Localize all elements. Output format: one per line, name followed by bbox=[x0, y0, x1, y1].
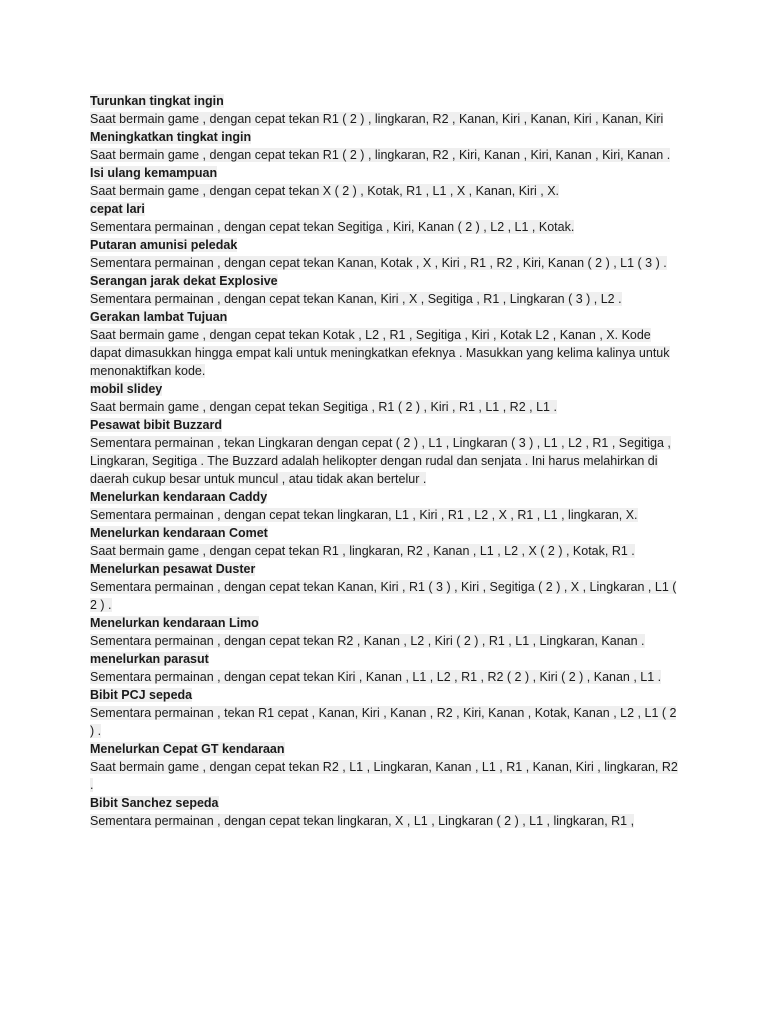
entry-description: Sementara permainan , tekan R1 cepat , Kanan, Kiri , Kanan , R2 , Kiri, Kanan , Kotak, Kanan , L2 , L1 ( 2 ) . bbox=[90, 706, 677, 738]
entry-12 bbox=[90, 560, 678, 614]
entry-title: Menelurkan kendaraan Comet bbox=[90, 526, 268, 540]
entry-4 bbox=[90, 200, 678, 236]
entry-title: Menelurkan kendaraan Caddy bbox=[90, 490, 268, 504]
entry-description: Saat bermain game , dengan cepat tekan R1 ( 2 ) , lingkaran, R2 , Kanan, Kiri , Kanan, Kiri , Kanan, Kiri bbox=[90, 112, 664, 126]
entry-title: Menelurkan pesawat Duster bbox=[90, 562, 256, 576]
entry-15 bbox=[90, 686, 678, 740]
entry-description: Sementara permainan , dengan cepat tekan Kanan, Kiri , R1 ( 3 ) , Kiri , Segitiga ( 2 ) , X , Lingkaran , L1 ( 2 ) . bbox=[90, 580, 677, 612]
entry-title: menelurkan parasut bbox=[90, 652, 209, 666]
entry-title: Bibit PCJ sepeda bbox=[90, 688, 193, 702]
entry-1 bbox=[90, 92, 678, 128]
entry-11 bbox=[90, 524, 678, 560]
entry-17 bbox=[90, 794, 678, 830]
entry-3 bbox=[90, 164, 678, 200]
entry-5 bbox=[90, 236, 678, 272]
entry-8 bbox=[90, 380, 678, 416]
entry-title: cepat lari bbox=[90, 202, 145, 216]
entry-description: Sementara permainan , dengan cepat tekan Kanan, Kiri , X , Segitiga , R1 , Lingkaran ( 3 ) , L2 . bbox=[90, 292, 622, 306]
entry-description: Saat bermain game , dengan cepat tekan Kotak , L2 , R1 , Segitiga , Kiri , Kotak L2 , Kanan , X. Kode dapat dimasukkan hingga empat kali untuk meningkatkan efeknya . Masukkan yang kelima kalinya untuk menonaktifkan kode. bbox=[90, 328, 670, 378]
entry-title: mobil slidey bbox=[90, 382, 163, 396]
entry-title: Meningkatkan tingkat ingin bbox=[90, 130, 252, 144]
entry-16 bbox=[90, 740, 678, 794]
entry-description: Sementara permainan , dengan cepat tekan lingkaran, X , L1 , Lingkaran ( 2 ) , L1 , lingkaran, R1 , bbox=[90, 814, 635, 828]
entry-description: Sementara permainan , dengan cepat tekan Segitiga , Kiri, Kanan ( 2 ) , L2 , L1 , Kotak. bbox=[90, 220, 575, 234]
entry-description: Sementara permainan , dengan cepat tekan Kanan, Kotak , X , Kiri , R1 , R2 , Kiri, Kanan ( 2 ) , L1 ( 3 ) . bbox=[90, 256, 667, 270]
entry-title: Isi ulang kemampuan bbox=[90, 166, 218, 180]
entry-title: Bibit Sanchez sepeda bbox=[90, 796, 219, 810]
entry-title: Turunkan tingkat ingin bbox=[90, 94, 224, 108]
entry-description: Saat bermain game , dengan cepat tekan Segitiga , R1 ( 2 ) , Kiri , R1 , L1 , R2 , L1 . bbox=[90, 400, 557, 414]
entry-description: Sementara permainan , dengan cepat tekan R2 , Kanan , L2 , Kiri ( 2 ) , R1 , L1 , Lingkaran, Kanan . bbox=[90, 634, 645, 648]
entry-title: Menelurkan Cepat GT kendaraan bbox=[90, 742, 285, 756]
entry-description: Saat bermain game , dengan cepat tekan R1 , lingkaran, R2 , Kanan , L1 , L2 , X ( 2 ) , Kotak, R1 . bbox=[90, 544, 635, 558]
entry-description: Saat bermain game , dengan cepat tekan X ( 2 ) , Kotak, R1 , L1 , X , Kanan, Kiri , X. bbox=[90, 184, 560, 198]
entry-2 bbox=[90, 128, 678, 164]
entry-description: Saat bermain game , dengan cepat tekan R2 , L1 , Lingkaran, Kanan , L1 , R1 , Kanan, Kiri , lingkaran, R2 . bbox=[90, 760, 678, 792]
entry-14 bbox=[90, 650, 678, 686]
document-page bbox=[90, 92, 678, 830]
entry-title: Gerakan lambat Tujuan bbox=[90, 310, 228, 324]
entry-description: Sementara permainan , dengan cepat tekan lingkaran, L1 , Kiri , R1 , L2 , X , R1 , L1 , lingkaran, X. bbox=[90, 508, 638, 522]
entry-description: Sementara permainan , dengan cepat tekan Kiri , Kanan , L1 , L2 , R1 , R2 ( 2 ) , Kiri ( 2 ) , Kanan , L1 . bbox=[90, 670, 662, 684]
entry-title: Menelurkan kendaraan Limo bbox=[90, 616, 259, 630]
entry-title: Serangan jarak dekat Explosive bbox=[90, 274, 278, 288]
entry-7 bbox=[90, 308, 678, 380]
entry-6 bbox=[90, 272, 678, 308]
entry-description: Saat bermain game , dengan cepat tekan R1 ( 2 ) , lingkaran, R2 , Kiri, Kanan , Kiri, Kanan , Kiri, Kanan . bbox=[90, 148, 671, 162]
entry-description: Sementara permainan , tekan Lingkaran dengan cepat ( 2 ) , L1 , Lingkaran ( 3 ) , L1 , L2 , R1 , Segitiga , Lingkaran, Segitiga . The Buzzard adalah helikopter dengan rudal dan senjata . Ini harus melahirkan di daerah cukup besar untuk muncul , atau tidak akan bertelur . bbox=[90, 436, 671, 486]
entry-10 bbox=[90, 488, 678, 524]
entry-title: Putaran amunisi peledak bbox=[90, 238, 238, 252]
entry-13 bbox=[90, 614, 678, 650]
entry-title: Pesawat bibit Buzzard bbox=[90, 418, 222, 432]
entry-9 bbox=[90, 416, 678, 488]
